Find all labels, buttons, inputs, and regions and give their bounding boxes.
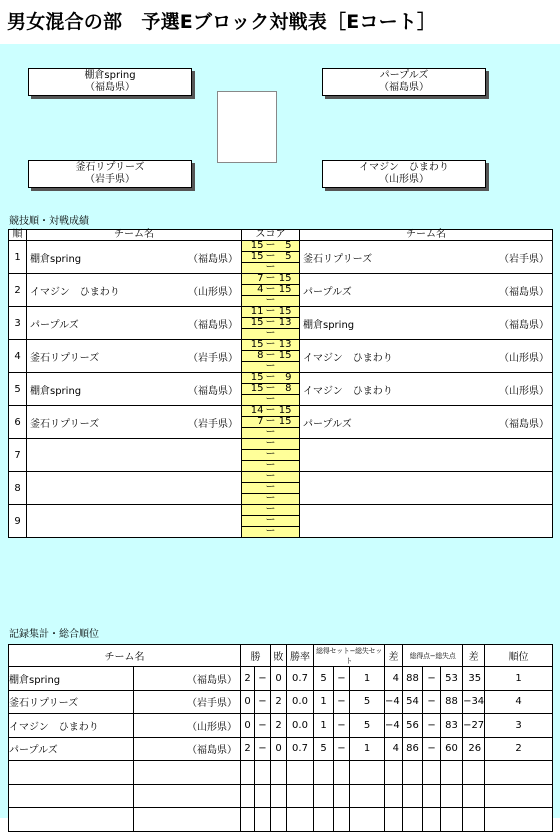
- standings-points-sep: [423, 784, 441, 808]
- set-score: [242, 384, 300, 395]
- standings-loss: 2: [271, 714, 287, 738]
- team-box-pref: （福島県）: [85, 82, 135, 93]
- set-score: [242, 296, 300, 307]
- set-score-left: 14: [250, 405, 264, 416]
- team-pref: （山形県）: [499, 352, 549, 364]
- match-left-team: [27, 307, 242, 340]
- standings-loss-header: 敗: [271, 645, 287, 667]
- standings-sets-lost: [350, 784, 385, 808]
- standings-team-pref: （岩手県）: [134, 690, 241, 714]
- standings-rate: [287, 808, 314, 832]
- team-name: パープルズ: [30, 319, 79, 331]
- standings-points-lost: 53: [441, 667, 463, 691]
- score-dash: ー: [265, 262, 276, 273]
- score-dash: ー: [265, 317, 276, 328]
- standings-loss: [271, 784, 287, 808]
- standings-rank-header: 順位: [485, 645, 553, 667]
- match-right-team: [300, 340, 553, 373]
- team-name: パープルズ: [303, 418, 352, 430]
- standings-rank: 4: [485, 690, 553, 714]
- match-right-team: [300, 307, 553, 340]
- team-pref: （山形県）: [188, 286, 238, 298]
- standings-team-name: イマジン ひまわり: [9, 714, 134, 738]
- standings-point-diff: 26: [463, 737, 485, 761]
- standings-points-lost: 88: [441, 690, 463, 714]
- set-score-left: 15: [250, 240, 264, 251]
- standings-win-sep: [255, 808, 271, 832]
- set-score-right: 15: [278, 284, 292, 295]
- standings-team-name: パープルズ: [9, 737, 134, 761]
- set-score: [242, 483, 300, 494]
- standings-sets-won: 5: [314, 737, 334, 761]
- set-score: [242, 461, 300, 472]
- standings-row: [9, 737, 553, 761]
- match-right-team: [300, 406, 553, 439]
- team-box-pref: （岩手県）: [85, 174, 135, 185]
- team-name: 釜石リプリーズ: [303, 253, 373, 265]
- standings-points-won: [403, 761, 423, 785]
- team-pref: （福島県）: [499, 319, 549, 331]
- col-score-header: スコア: [242, 230, 300, 241]
- team-name: 棚倉spring: [30, 253, 82, 265]
- team-pref: （福島県）: [188, 385, 238, 397]
- standings-row: [9, 808, 553, 832]
- standings-win-sep: −: [255, 690, 271, 714]
- standings-sets-won: 1: [314, 690, 334, 714]
- standings-win: [241, 784, 255, 808]
- standings-win-sep: [255, 761, 271, 785]
- standings-point-diff: 35: [463, 667, 485, 691]
- set-score-left: 4: [257, 284, 264, 295]
- standings-rank: 2: [485, 737, 553, 761]
- team-box-bottom-right: [322, 160, 486, 188]
- standings-team-name: [9, 784, 134, 808]
- standings-table: [8, 644, 553, 832]
- team-box-top-left: [28, 68, 192, 96]
- match-row: [9, 439, 553, 450]
- match-right-team: [300, 439, 553, 472]
- score-dash: ー: [265, 295, 276, 306]
- matches-section-label: 競技順・対戦成績: [9, 216, 89, 227]
- standings-set-diff: [385, 784, 403, 808]
- set-score-right: 9: [285, 372, 292, 383]
- col-team-header: チーム名: [27, 230, 242, 241]
- standings-points-won: 88: [403, 667, 423, 691]
- standings-team-pref: （福島県）: [134, 667, 241, 691]
- standings-sets-lost: 5: [350, 714, 385, 738]
- match-row: [9, 307, 553, 318]
- standings-header-row: [9, 645, 553, 667]
- standings-team-pref: [134, 808, 241, 832]
- set-score-right: 15: [278, 416, 292, 427]
- match-right-team: [300, 505, 553, 538]
- standings-points-sep: −: [423, 667, 441, 691]
- set-score-left: 15: [250, 317, 264, 328]
- match-number: 7: [9, 439, 27, 472]
- standings-sets-sep: −: [334, 714, 350, 738]
- set-score: [242, 428, 300, 439]
- set-score-left: 7: [257, 273, 264, 284]
- standings-sets-sep: [334, 761, 350, 785]
- set-score: [242, 252, 300, 263]
- team-name: イマジン ひまわり: [30, 286, 120, 298]
- score-dash: ー: [265, 251, 276, 262]
- standings-team-pref: [134, 784, 241, 808]
- standings-points-won: 86: [403, 737, 423, 761]
- standings-rate: 0.7: [287, 737, 314, 761]
- standings-points-lost: [441, 808, 463, 832]
- standings-points-lost: [441, 761, 463, 785]
- standings-points-sep: [423, 808, 441, 832]
- standings-sets-won: [314, 761, 334, 785]
- match-right-team: [300, 241, 553, 274]
- standings-sets-sep: −: [334, 690, 350, 714]
- set-score: [242, 263, 300, 274]
- match-number: 1: [9, 241, 27, 274]
- match-row: [9, 340, 553, 351]
- team-name: 棚倉spring: [303, 319, 355, 331]
- set-score: [242, 318, 300, 329]
- standings-sets-lost: 1: [350, 667, 385, 691]
- standings-sets-lost: [350, 761, 385, 785]
- standings-points-sep: −: [423, 714, 441, 738]
- score-dash: ー: [265, 372, 276, 383]
- standings-points-won: [403, 808, 423, 832]
- standings-sets-won: [314, 784, 334, 808]
- team-box-pref: （福島県）: [379, 82, 429, 93]
- standings-rank: [485, 784, 553, 808]
- standings-points-won: 54: [403, 690, 423, 714]
- standings-sets-header: 総得セット−総失セット: [314, 645, 385, 667]
- standings-sets-lost: [350, 808, 385, 832]
- set-score-left: 15: [250, 383, 264, 394]
- team-pref: （岩手県）: [188, 352, 238, 364]
- standings-point-diff: [463, 784, 485, 808]
- page-title: 男女混合の部 予選Eブロック対戦表［Eコート］: [0, 0, 560, 44]
- score-dash: ー: [265, 240, 276, 251]
- score-dash: ー: [265, 284, 276, 295]
- team-name: イマジン ひまわり: [303, 352, 393, 364]
- match-left-team: [27, 406, 242, 439]
- team-name: 釜石リプリーズ: [30, 352, 100, 364]
- standings-points-sep: [423, 761, 441, 785]
- standings-win: 2: [241, 737, 255, 761]
- set-score: [242, 494, 300, 505]
- set-score: [242, 241, 300, 252]
- team-box-name: パープルズ: [379, 70, 429, 81]
- match-row: [9, 373, 553, 384]
- team-box-top-right: [322, 68, 486, 96]
- standings-win: 0: [241, 714, 255, 738]
- match-row: [9, 505, 553, 516]
- set-score: [242, 329, 300, 340]
- match-left-team: [27, 373, 242, 406]
- standings-point-diff: −34: [463, 690, 485, 714]
- standings-win: 2: [241, 667, 255, 691]
- standings-sets-won: [314, 808, 334, 832]
- standings-section-label: 記録集計・総合順位: [9, 629, 99, 640]
- score-dash: ー: [265, 482, 276, 493]
- standings-loss: [271, 808, 287, 832]
- standings-team-name: 釜石リプリーズ: [9, 690, 134, 714]
- match-left-team: [27, 241, 242, 274]
- standings-rate-header: 勝率: [287, 645, 314, 667]
- standings-loss: 0: [271, 737, 287, 761]
- standings-win-sep: [255, 784, 271, 808]
- standings-sets-won: 5: [314, 667, 334, 691]
- team-box-name: 棚倉spring: [84, 70, 136, 81]
- match-row: [9, 406, 553, 417]
- team-pref: （山形県）: [499, 385, 549, 397]
- standings-set-diff: [385, 761, 403, 785]
- matches-header-row: [9, 230, 553, 241]
- set-score: [242, 505, 300, 516]
- match-number: 2: [9, 274, 27, 307]
- standings-points-header: 総得点−総失点: [403, 645, 463, 667]
- match-number: 9: [9, 505, 27, 538]
- standings-point-diff: −27: [463, 714, 485, 738]
- standings-rate: 0.0: [287, 714, 314, 738]
- match-number: 6: [9, 406, 27, 439]
- standings-sets-sep: [334, 808, 350, 832]
- set-score-left: 8: [257, 350, 264, 361]
- set-score-right: 5: [285, 240, 292, 251]
- team-name: イマジン ひまわり: [303, 385, 393, 397]
- match-right-team: [300, 472, 553, 505]
- team-box-bottom-left: [28, 160, 192, 188]
- standings-win-sep: −: [255, 714, 271, 738]
- standings-points-lost: 83: [441, 714, 463, 738]
- score-dash: ー: [265, 449, 276, 460]
- score-dash: ー: [265, 394, 276, 405]
- standings-row: [9, 667, 553, 691]
- score-dash: ー: [265, 328, 276, 339]
- score-dash: ー: [265, 471, 276, 482]
- team-name: 釜石リプリーズ: [30, 418, 100, 430]
- match-left-team: [27, 274, 242, 307]
- set-score: [242, 285, 300, 296]
- team-box-name: イマジン ひまわり: [359, 162, 449, 173]
- set-score: [242, 406, 300, 417]
- match-right-team: [300, 274, 553, 307]
- standings-rate: 0.0: [287, 690, 314, 714]
- standings-rate: [287, 784, 314, 808]
- score-dash: ー: [265, 416, 276, 427]
- team-pref: （福島県）: [188, 319, 238, 331]
- standings-sets-sep: −: [334, 667, 350, 691]
- set-score-left: 15: [250, 339, 264, 350]
- match-left-team: [27, 505, 242, 538]
- match-row: [9, 274, 553, 285]
- standings-pdiff-header: 差: [463, 645, 485, 667]
- col-order-header: 順: [9, 230, 27, 241]
- standings-set-diff: −4: [385, 690, 403, 714]
- standings-row: [9, 784, 553, 808]
- standings-win: 0: [241, 690, 255, 714]
- score-dash: ー: [265, 273, 276, 284]
- standings-team-name: [9, 808, 134, 832]
- set-score: [242, 362, 300, 373]
- standings-team-pref: [134, 761, 241, 785]
- standings-rank: [485, 808, 553, 832]
- set-score-right: 15: [278, 350, 292, 361]
- standings-point-diff: [463, 808, 485, 832]
- set-score-right: 13: [278, 339, 292, 350]
- standings-points-lost: [441, 784, 463, 808]
- standings-rank: [485, 761, 553, 785]
- score-dash: ー: [265, 438, 276, 449]
- standings-set-diff: 4: [385, 667, 403, 691]
- set-score-right: 5: [285, 251, 292, 262]
- standings-sets-won: 1: [314, 714, 334, 738]
- match-number: 4: [9, 340, 27, 373]
- set-score: [242, 340, 300, 351]
- set-score-left: 15: [250, 251, 264, 262]
- standings-rank: 3: [485, 714, 553, 738]
- team-name: 棚倉spring: [30, 385, 82, 397]
- match-row: [9, 472, 553, 483]
- team-pref: （岩手県）: [499, 253, 549, 265]
- standings-points-lost: 60: [441, 737, 463, 761]
- score-dash: ー: [265, 504, 276, 515]
- score-dash: ー: [265, 515, 276, 526]
- score-dash: ー: [265, 493, 276, 504]
- standings-team-header: チーム名: [9, 645, 241, 667]
- match-left-team: [27, 472, 242, 505]
- set-score: [242, 373, 300, 384]
- set-score-right: 15: [278, 306, 292, 317]
- standings-sets-sep: −: [334, 737, 350, 761]
- standings-team-pref: （福島県）: [134, 737, 241, 761]
- set-score-right: 15: [278, 273, 292, 284]
- standings-team-name: [9, 761, 134, 785]
- match-number: 8: [9, 472, 27, 505]
- match-left-team: [27, 340, 242, 373]
- match-right-team: [300, 373, 553, 406]
- standings-win-header: 勝: [241, 645, 271, 667]
- set-score: [242, 351, 300, 362]
- standings-point-diff: [463, 761, 485, 785]
- set-score-left: 15: [250, 372, 264, 383]
- standings-sets-sep: [334, 784, 350, 808]
- standings-rank: 1: [485, 667, 553, 691]
- standings-loss: [271, 761, 287, 785]
- set-score-left: 11: [250, 306, 264, 317]
- standings-team-name: 棚倉spring: [9, 667, 134, 691]
- team-pref: （福島県）: [188, 253, 238, 265]
- standings-win-sep: −: [255, 737, 271, 761]
- standings-rate: 0.7: [287, 667, 314, 691]
- standings-sets-lost: 1: [350, 737, 385, 761]
- set-score: [242, 516, 300, 527]
- team-pref: （福島県）: [499, 418, 549, 430]
- standings-set-diff: 4: [385, 737, 403, 761]
- standings-points-sep: −: [423, 690, 441, 714]
- set-score: [242, 439, 300, 450]
- content-area: [0, 44, 560, 818]
- standings-loss: 0: [271, 667, 287, 691]
- score-dash: ー: [265, 427, 276, 438]
- standings-row: [9, 690, 553, 714]
- set-score: [242, 472, 300, 483]
- set-score: [242, 307, 300, 318]
- standings-row: [9, 761, 553, 785]
- team-pref: （岩手県）: [188, 418, 238, 430]
- set-score-right: 13: [278, 317, 292, 328]
- score-dash: ー: [265, 383, 276, 394]
- standings-rate: [287, 761, 314, 785]
- set-score: [242, 450, 300, 461]
- set-score-left: 7: [257, 416, 264, 427]
- center-square: [217, 91, 277, 163]
- set-score: [242, 527, 300, 538]
- standings-points-sep: −: [423, 737, 441, 761]
- score-dash: ー: [265, 306, 276, 317]
- standings-points-won: [403, 784, 423, 808]
- standings-loss: 2: [271, 690, 287, 714]
- score-dash: ー: [265, 350, 276, 361]
- match-number: 5: [9, 373, 27, 406]
- standings-points-won: 56: [403, 714, 423, 738]
- matches-table: [8, 229, 553, 538]
- col-team2-header: チーム名: [300, 230, 553, 241]
- team-box-pref: （山形県）: [379, 174, 429, 185]
- set-score-right: 8: [285, 383, 292, 394]
- score-dash: ー: [265, 526, 276, 537]
- standings-set-diff: [385, 808, 403, 832]
- standings-set-diff: −4: [385, 714, 403, 738]
- score-dash: ー: [265, 460, 276, 471]
- standings-win: [241, 761, 255, 785]
- score-dash: ー: [265, 405, 276, 416]
- set-score-right: 15: [278, 405, 292, 416]
- team-box-name: 釜石リプリーズ: [75, 162, 145, 173]
- standings-diff-header: 差: [385, 645, 403, 667]
- standings-row: [9, 714, 553, 738]
- team-name: パープルズ: [303, 286, 352, 298]
- score-dash: ー: [265, 339, 276, 350]
- standings-sets-lost: 5: [350, 690, 385, 714]
- standings-team-pref: （山形県）: [134, 714, 241, 738]
- match-left-team: [27, 439, 242, 472]
- match-row: [9, 241, 553, 252]
- standings-win: [241, 808, 255, 832]
- set-score: [242, 274, 300, 285]
- set-score: [242, 395, 300, 406]
- score-dash: ー: [265, 361, 276, 372]
- standings-win-sep: −: [255, 667, 271, 691]
- team-pref: （福島県）: [499, 286, 549, 298]
- match-number: 3: [9, 307, 27, 340]
- set-score: [242, 417, 300, 428]
